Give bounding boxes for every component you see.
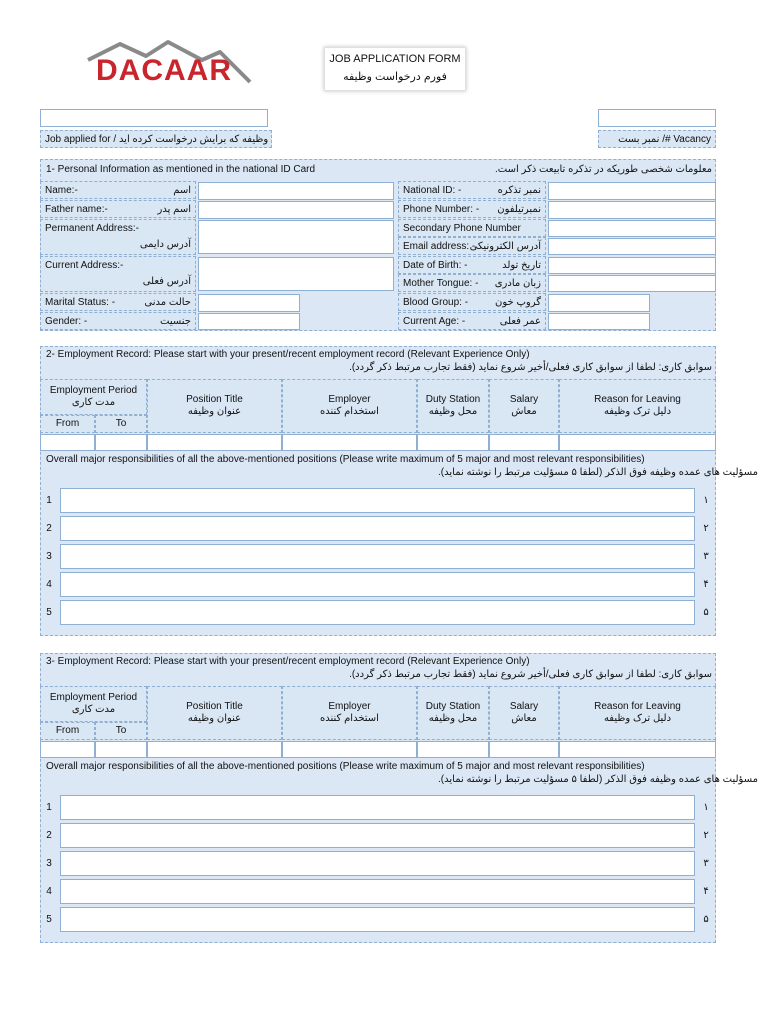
responsibility-input[interactable] <box>60 851 695 876</box>
responsibility-input[interactable] <box>60 907 695 932</box>
duty-label-en: Duty Station <box>425 701 481 712</box>
responsibility-number: 5 <box>46 607 52 618</box>
responsibility-number-fa: ۵ <box>703 914 709 925</box>
father-name-field[interactable] <box>198 201 394 219</box>
employer-label-en: Employer <box>328 701 371 712</box>
employer-label-fa: استخدام کننده <box>320 406 379 417</box>
responsibility-number-fa: ۳ <box>703 551 709 562</box>
responsibility-input[interactable] <box>60 572 695 597</box>
reason-input[interactable] <box>559 434 716 451</box>
salary-label-en: Salary <box>509 394 539 405</box>
reason-label-en: Reason for Leaving <box>594 701 681 712</box>
employment-period-header <box>40 379 147 415</box>
employer-label-fa: استخدام کننده <box>320 713 379 724</box>
name-field[interactable] <box>198 182 394 200</box>
vacancy-label: Vacancy #/ نمبر بست <box>598 130 716 148</box>
responsibility-number: 2 <box>46 523 52 534</box>
date-of-birth-field[interactable] <box>548 257 716 274</box>
gender-field[interactable] <box>198 313 300 330</box>
responsibility-input[interactable] <box>60 516 695 541</box>
to-header: To <box>95 722 147 740</box>
responsibilities-instruction-fa: مسؤلیت های عمده وظیفه فوق الذکر (لطفا ۵ مسؤلیت مرتبط را نوشته نماید). <box>438 467 758 478</box>
employment-period-label-en: Employment Period <box>49 692 138 703</box>
reason-label-en: Reason for Leaving <box>594 394 681 405</box>
vacancy-field[interactable] <box>598 109 716 127</box>
current-age-field[interactable] <box>548 313 650 330</box>
blood-group-label: Blood Group: - گروپ خون <box>398 293 546 311</box>
reason-input[interactable] <box>559 741 716 758</box>
duty-input[interactable] <box>417 741 489 758</box>
reason-label-fa: دلیل ترک وظیفه <box>603 713 672 724</box>
responsibility-number: 1 <box>46 495 52 506</box>
responsibility-number: 3 <box>46 858 52 869</box>
position-input[interactable] <box>147 434 282 451</box>
responsibility-number-fa: ۱ <box>703 495 709 506</box>
form-title-box <box>324 47 466 91</box>
email-label: Email address: - آدرس الکترونیکی <box>398 237 546 255</box>
from-input[interactable] <box>40 434 95 451</box>
position-label-en: Position Title <box>186 701 243 712</box>
date-of-birth-label: Date of Birth: - تاریخ تولد <box>398 256 546 274</box>
salary-label-fa: معاش <box>511 406 537 417</box>
current-address-field[interactable] <box>198 257 394 291</box>
form-title-en: JOB APPLICATION FORM <box>329 53 461 65</box>
employer-header <box>282 379 417 433</box>
national-id-field[interactable] <box>548 182 716 200</box>
responsibilities-instruction-fa: مسؤلیت های عمده وظیفه فوق الذکر (لطفا ۵ مسؤلیت مرتبط را نوشته نماید). <box>438 774 758 785</box>
permanent-address-label: Permanent Address:- آدرس دایمی <box>40 219 196 255</box>
mother-tongue-field[interactable] <box>548 275 716 292</box>
personal-info-header-fa: معلومات شخصی طوریکه در تذکره تابیعت ذکر است. <box>495 164 712 175</box>
duty-header <box>417 686 489 740</box>
to-input[interactable] <box>95 741 147 758</box>
responsibilities-instruction-en: Overall major responsibilities of all the above-mentioned positions (Please write maximum of 5 major and most relevant responsibilities) <box>46 454 645 465</box>
responsibility-number-fa: ۱ <box>703 802 709 813</box>
name-label: Name:- اسم <box>40 181 196 199</box>
duty-input[interactable] <box>417 434 489 451</box>
personal-info-header-en: 1- Personal Information as mentioned in the national ID Card <box>46 164 316 175</box>
responsibility-input[interactable] <box>60 879 695 904</box>
permanent-address-field[interactable] <box>198 220 394 254</box>
employment-period-label-en: Employment Period <box>49 385 138 396</box>
current-address-label: Current Address:- آدرس فعلی <box>40 256 196 292</box>
secondary-phone-field[interactable] <box>548 220 716 237</box>
responsibilities-instruction-en: Overall major responsibilities of all the above-mentioned positions (Please write maximum of 5 major and most relevant responsibilities) <box>46 761 645 772</box>
position-label-fa: عنوان وظیفه <box>187 713 242 724</box>
job-applied-field[interactable] <box>40 109 268 127</box>
responsibility-number: 1 <box>46 802 52 813</box>
responsibility-input[interactable] <box>60 795 695 820</box>
secondary-phone-label: Secondary Phone Number <box>398 219 546 237</box>
employment-header-en: 3- Employment Record: Please start with your present/recent employment record (Relevant Experience Only) <box>46 656 530 667</box>
employer-input[interactable] <box>282 434 417 451</box>
position-header <box>147 379 282 433</box>
responsibility-number-fa: ۵ <box>703 607 709 618</box>
from-header: From <box>40 415 95 433</box>
salary-label-fa: معاش <box>511 713 537 724</box>
employer-label-en: Employer <box>328 394 371 405</box>
to-header: To <box>95 415 147 433</box>
job-applied-label: Job applied for / وظیفه که برایش درخواست کرده اید <box>40 130 272 148</box>
to-input[interactable] <box>95 434 147 451</box>
reason-label-fa: دلیل ترک وظیفه <box>603 406 672 417</box>
from-header: From <box>40 722 95 740</box>
mother-tongue-label: Mother Tongue: - زبان مادری <box>398 274 546 292</box>
email-field[interactable] <box>548 238 716 255</box>
responsibility-number: 4 <box>46 579 52 590</box>
gender-label: Gender: - جنسیت <box>40 312 196 330</box>
salary-input[interactable] <box>489 434 559 451</box>
position-label-en: Position Title <box>186 394 243 405</box>
dacaar-logo <box>50 38 255 94</box>
employer-header <box>282 686 417 740</box>
responsibility-input[interactable] <box>60 823 695 848</box>
phone-number-field[interactable] <box>548 201 716 219</box>
employer-input[interactable] <box>282 741 417 758</box>
responsibility-number: 2 <box>46 830 52 841</box>
national-id-label: National ID: - نمبر تذکره <box>398 181 546 199</box>
form-title-fa: فورم درخواست وظیفه <box>343 71 447 83</box>
salary-label-en: Salary <box>509 701 539 712</box>
reason-header <box>559 379 716 433</box>
responsibility-number: 3 <box>46 551 52 562</box>
salary-input[interactable] <box>489 741 559 758</box>
employment-header-en: 2- Employment Record: Please start with your present/recent employment record (Relevant Experience Only) <box>46 349 530 360</box>
duty-label-fa: محل وظیفه <box>428 713 478 724</box>
blood-group-field[interactable] <box>548 294 650 312</box>
responsibility-input[interactable] <box>60 488 695 513</box>
position-input[interactable] <box>147 741 282 758</box>
duty-header <box>417 379 489 433</box>
duty-label-fa: محل وظیفه <box>428 406 478 417</box>
responsibility-number: 5 <box>46 914 52 925</box>
salary-header <box>489 686 559 740</box>
responsibility-number-fa: ۴ <box>703 886 709 897</box>
employment-period-label-fa: مدت کاری <box>71 397 116 408</box>
employment-period-label-fa: مدت کاری <box>71 704 116 715</box>
employment-period-header <box>40 686 147 722</box>
position-label-fa: عنوان وظیفه <box>187 406 242 417</box>
marital-status-label: Marital Status: - حالت مدنی <box>40 293 196 311</box>
brand-name: DACAAR <box>96 54 232 87</box>
responsibility-input[interactable] <box>60 600 695 625</box>
salary-header <box>489 379 559 433</box>
position-header <box>147 686 282 740</box>
current-age-label: Current Age: - عمر فعلی <box>398 312 546 330</box>
employment-header-fa: سوابق کاری: لطفا از سوابق کاری فعلی/أخیر شروع نماید (فقط تجارب مرتبط ذکر گردد). <box>349 362 712 373</box>
duty-label-en: Duty Station <box>425 394 481 405</box>
marital-status-field[interactable] <box>198 294 300 312</box>
responsibility-number: 4 <box>46 886 52 897</box>
responsibility-number-fa: ۳ <box>703 858 709 869</box>
responsibility-number-fa: ۲ <box>703 523 709 534</box>
father-name-label: Father name:- اسم پدر <box>40 200 196 218</box>
reason-header <box>559 686 716 740</box>
responsibility-number-fa: ۲ <box>703 830 709 841</box>
employment-header-fa: سوابق کاری: لطفا از سوابق کاری فعلی/أخیر شروع نماید (فقط تجارب مرتبط ذکر گردد). <box>349 669 712 680</box>
from-input[interactable] <box>40 741 95 758</box>
responsibility-number-fa: ۴ <box>703 579 709 590</box>
responsibility-input[interactable] <box>60 544 695 569</box>
phone-number-label: Phone Number: - نمبرتیلفون <box>398 200 546 218</box>
